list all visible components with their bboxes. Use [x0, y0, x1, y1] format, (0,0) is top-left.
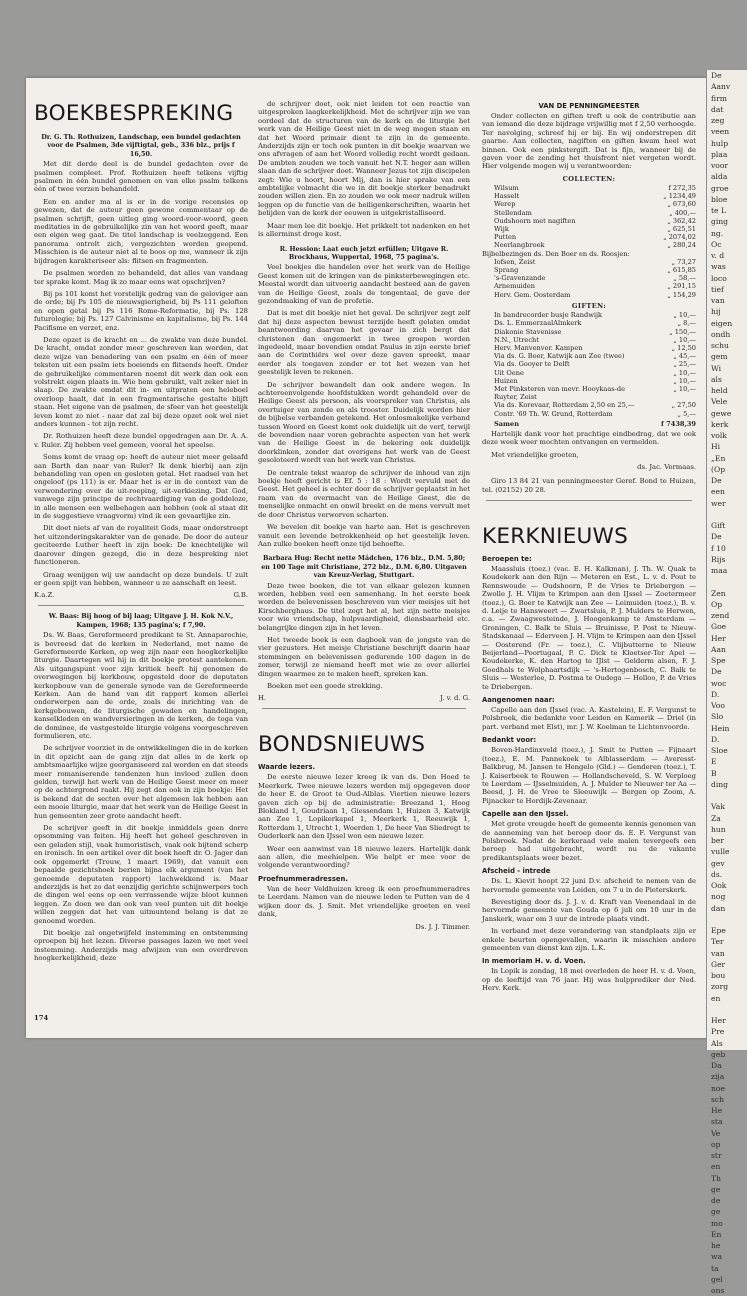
next-page-fragment: Spe: [711, 656, 726, 665]
next-page-fragment: gem: [711, 352, 728, 362]
next-page-fragment: ta: [711, 1263, 719, 1273]
next-page-fragment: „En: [711, 453, 726, 463]
next-page-fragment: Rijs: [711, 554, 726, 564]
spacer: [258, 78, 470, 100]
kerknieuws-subheading: Aangenomen naar:: [482, 696, 555, 705]
bondsnieuws-paragraph: Weer een aanwinst van 18 nieuwe lezers. Hartelijk dank aan allen, die meehielpen. Wie helpt er mee voor de volgende verantwoording?: [258, 844, 470, 870]
next-page-fragment: van: [711, 948, 725, 958]
next-page-fragment: wa: [711, 1252, 723, 1262]
next-page-fragment: Pre: [711, 1027, 725, 1037]
next-page-fragment: van: [711, 296, 725, 305]
total-row: Samen f 7438,39: [494, 419, 696, 428]
table-row: Neerlangbroek „ 280,24: [494, 241, 696, 250]
kerknieuws-subheading: Capelle aan den IJssel.: [482, 810, 569, 819]
next-page-fragment: Als: [711, 1038, 723, 1048]
giften-label: GIFTEN:: [571, 301, 607, 310]
next-page-fragment: [707, 509, 747, 520]
table-row: Hasselt „ 1234,49: [494, 192, 696, 201]
review-paragraph: Dr. Rothuizen heeft deze bundel opgedragen aan Dr. A. A. v. Ruler. Zij hebben veel gemeen, vooral het speelse.: [34, 432, 248, 449]
review-paragraph: De schrijver geeft in dit boekje inmiddels geen dorre opsomming van feiten. Hij heeft het geheel geschreven in een geladen stijl, vaak humoristisch, vaak ook bijtend scherp en ironisch. In een artikel over dit boek heeft dr. O. Jager dan ook opgemerkt (Trouw, 1 maart 1969), dat vanuit een bepaalde gezichtshoek berien bijna elk argument (van het genoemde deputaten rapport) lachwekkend is. Maar anderzijds is het zo dat eenzijdig gerichte schijnwerpers toch de dingen wel eens op een verrassende wijze bloot kunnen leggen. Zo doen we dan ook van veel punten uit dit boekje willen zeggen dat het van uitmuntend belang is dat ze genoemd worden.: [34, 824, 248, 925]
next-page-fragment: plaa: [711, 149, 728, 159]
next-page-fragment: zeg: [711, 116, 725, 125]
next-page-fragment: woc: [711, 678, 727, 688]
next-page-fragment: dan: [711, 903, 726, 913]
review-paragraph: de schrijver doet, ook niet leiden tot een reactie van uitgesproken laagkerkelijkheid. Met de schrijver zijn we van oordeel dat de structuren van de kerk en de liturgie het werk van de Heilige Geest niet in de weg mogen staan en dat het Woord primair dient te zijn in de gemeente. Anderzijds zijn er toch ook punten in dit boekje waarvan we ons afvragen of aan het Woord volledig recht wordt gedaan. De ambten zouden we toch vanuit het N.T. hoger aan willen slaan dan de schrijver doet. Wanneer Jezus tot zijn discipelen zegt: Wie u hoort, hoort Mij, dan is hier sprake van een ambtelijke volmacht die we in dit boekje sterker benadrukt zouden willen zien. En zo zouden we ook meer nadruk willen leggen op de functie van de heiligenkerschriften, waarin het belijden van de kerk der eeuwen is uitgekristalliseerd.: [258, 100, 470, 218]
next-page-fragment: de: [711, 1196, 721, 1205]
review-paragraph: Veel boekjes die handelen over het werk van de Heilige Geest komen uit de kringen van de pinksterbewegingen etc. Meestal wordt dan uitvoerig aandacht besteed aan de gaven van de Heilige Geest, zoals de tongentaal, de gave der gezondmaking of van de profetie.: [258, 263, 470, 305]
penningmeester-paragraph: Met vriendelijke groeten,: [491, 450, 579, 459]
next-page-fragment: zija: [711, 1072, 725, 1082]
signature-left: K.a.Z.: [34, 591, 55, 600]
next-page-fragment: [707, 790, 747, 801]
collecten-label: COLLECTEN:: [562, 174, 616, 183]
table-row: Sprang „ 615,85: [494, 266, 696, 275]
signature-right: J. v. d. G.: [440, 694, 470, 703]
next-page-fragment: [707, 1004, 747, 1015]
bondsnieuws-subheading: Waarde lezers.: [258, 763, 316, 772]
table-row: Via ds. Korevaar, Rotterdam 2,50 en 25,— „ 27,50: [494, 401, 696, 410]
table-row: Wijk „ 625,51: [494, 225, 696, 234]
next-page-fragment: Wi: [711, 363, 722, 373]
review-paragraph: Deze opzet is de kracht en ... de zwakte van deze bundel. De kracht, omdat zonder meer geschreven kan worden, dat deze wijze van benadering van een psalm en één of meer teksten uit een psalm iets boeiends en flitsends heeft. Onder de gebruikelijke commentaren noemt dit werk dan ook een volstrekt eigen plaats in. Wie hem gebruikt, valt zeker niet in slaap. De zwakte omdat dit in- en uitpraten een heleboel overloop haalt, dat in een fragmentarische gestalte blijft staan. Het eigene van de psalmen, de sfeer van het geestelijk leven komt zo niet - naar dat zal bij deze opzet ook wel niet anders kunnen - tot zijn recht.: [34, 335, 248, 428]
review-paragraph: Dat is met dit boekje niet het geval. De schrijver zegt zelf dat hij deze aspecten bewust terzijde heeft gelaten omdat beantwoording daarvan het gevaar in zich bergt dat christenen dan ongemerkt in twee groepen worden ingedeeld, maar bovendien omdat Paulus in zijn eerste brief aan de Corinthiërs wel over deze gaven spreekt, maar eerder als toegaven zonder er tot het wezen van het geestelijk leven te rekenen.: [258, 309, 470, 377]
next-page-fragment: tief: [711, 284, 724, 294]
next-page-fragment: Ger: [711, 959, 726, 969]
next-page-fragment: schu: [711, 341, 729, 350]
spacer: [482, 78, 696, 97]
table-row: Via ds. G. Boer, Katwijk aan Zee (twee) „ 45,—: [494, 352, 696, 361]
next-page-fragment: str: [711, 1151, 722, 1160]
next-page-fragment: Her: [711, 1016, 726, 1025]
giro-line: Giro 13 84 21 van penningmeester Geref. Bond te Huizen, tel. (02152) 20 28.: [482, 477, 696, 494]
next-page-fragment: gewe: [711, 408, 732, 418]
kerknieuws-subheading: In memoriam H. v. d. Voen.: [482, 957, 586, 966]
page-number: 174: [34, 1014, 49, 1022]
next-page-fragment: sta: [711, 1117, 723, 1127]
signature-left: H.: [258, 694, 267, 703]
next-page-fragment: [707, 576, 747, 587]
table-row: 's-Gravenzande „ 58,—: [494, 274, 696, 283]
next-page-fragment: gev: [711, 858, 725, 868]
kerknieuws-paragraph: Met grote vreugde heeft de gemeente kennis genomen van de aanneming van het beroep door ds. E. F. Vergunst van Polsbroek. Nadat de kerkeraad vele malen tevergeefs een beroep had uitgebracht, wordt nu de vakante predikantsplaats weer bezet.: [482, 820, 696, 862]
next-page-fragment: Gift: [711, 521, 726, 530]
review-paragraph: Graag wenijgen wij uw aandacht op deze bundels. U zult er geen spijt van hebben, wanneer u ze aanschaft en leest.: [34, 570, 248, 587]
next-page-fragment: (Op: [711, 464, 726, 474]
next-page-fragment: alda: [711, 172, 728, 182]
kerknieuws-paragraph: Boven-Hardinxveld (toez.), J. Smit te Putten — Fijnaart (toez.), E. M. Pannekoek te Alblasserdam — Averesst-Balkbrug, M. Jansen te Hengelo (Gld.) — Genderen (toez.), T. J. Kaiserbeek te Rouwen — Hollandscheveld, S. W. Verploeg te Loerdam — IJsselmuiden, A. J. Mulder te Nieuwer ter Aa — Beesd, J. H. de Vree te Sleeuwijk — Bergen op Zoom, A. Pijnacker te Hordijk-Zevenaar.: [482, 746, 696, 805]
book-review-column-2: [258, 78, 470, 937]
next-page-fragment: mo: [711, 1218, 723, 1228]
table-row: Iofsen, Zeist „ 73,27: [494, 257, 696, 266]
review-paragraph: De schrijver bewandelt dan ook andere wegen. In achtereenvolgende hoofdstukken wordt gehandeld over de Heilige Geest als persoon, als voorspreker van Christus, als overtuiger van zonde en als trooster. Duidelijk worden hier de bijbelse verbanden getekend. Het onlosmakelijke verband tussen Woord en Geest komt ook duidelijk uit de verf, terwijl de bovendien naar voren gebrachte aspecten van het werk van de Heilige Geest in de bekering ook duidelijk doorklinken, zonder dat overigens het werk van de Geest gesoloteerd wordt van het werk van Christus.: [258, 380, 470, 465]
table-row: Uit Oene „ 10,—: [494, 368, 696, 377]
next-page-fragment: Vak: [711, 802, 725, 812]
adjacent-page-edge: [706, 70, 747, 1295]
divider: [262, 708, 466, 709]
kerknieuws-paragraph: Ds. L. Kievit hoopt 22 juni D.v. afscheid te nemen van de hervormde gemeente van Leiden, om 7 u in de Pieterskerk.: [482, 877, 696, 894]
next-page-fragment: sch: [711, 1094, 725, 1104]
next-page-fragment: Zen: [711, 588, 726, 598]
next-page-fragment: Goe: [711, 622, 727, 632]
next-page-fragment: noe: [711, 1083, 725, 1093]
kerknieuws-subheading: Afscheid - intrede: [482, 867, 551, 876]
next-page-fragment: groe: [711, 183, 729, 193]
review-paragraph: De psalmen worden zo behandeld, dat alles van vandaag ter sprake komt. Mag ik zo maar eens wat opschrijven?: [34, 269, 248, 286]
next-page-fragment: he: [711, 1241, 721, 1250]
bondsnieuws-heading: BONDSNIEUWS: [258, 732, 426, 758]
table-row: N.N., Utrecht „ 10,—: [494, 335, 696, 344]
next-page-fragment: wer: [711, 498, 726, 508]
review-paragraph: Bij ps 101 komt het vorstelijk gedrag van de geloviger aan de orde; bij Ps 105 de nieuwsgierigheid, bij Ps 111 geloften en open getal bij Ps 116 Rome-Reformatie, bij Ps. 128 futurologie; bij Ps. 127 Calvinisme en kapitalisme, bij Ps. 144 Pacifisme en verzet, enz.: [34, 289, 248, 332]
next-page-fragment: Her: [711, 633, 726, 643]
next-page-fragment: hij: [711, 307, 721, 317]
next-page-fragment: en: [711, 1162, 721, 1172]
next-page-fragment: ge: [711, 1207, 721, 1217]
review-paragraph: Een en ander ma al is er in de vorige recensies op gewezen, dat de auteur geen gewone commentaar op de psalmen schrijft, geen uitleg ging woord-voor-woord, geen meditaties in de gebruikelijke zin van het woord geeft, maar een eigen weg gaat. De titel landschap is veelzeggend. Een panorama ontrolt zich, vergezichten worden geopend. Misschien is de auteur niet al te boos op me, wanneer ik zijn bijdragen karakteriseer als: flitsen en fragmenten.: [34, 197, 248, 265]
collecten-table: [482, 175, 696, 428]
next-page-fragment: De: [711, 476, 722, 485]
next-page-fragment: Ve: [711, 1128, 721, 1138]
next-page-fragment: [707, 914, 747, 925]
next-page-fragment: loco: [711, 273, 727, 283]
next-page-fragment: hun: [711, 824, 726, 834]
next-page-fragment: veen: [711, 127, 730, 137]
next-page-fragment: He: [711, 1106, 723, 1115]
next-page-fragment: ber: [711, 836, 724, 845]
table-row: Oudshoorn met nagiften „ 362,42: [494, 216, 696, 225]
next-page-fragment: als: [711, 374, 722, 384]
review-signature: [34, 591, 248, 599]
next-page-fragment: was: [711, 262, 726, 272]
review-paragraph: Deze twee boeken, die tot van elkaar gelezen kunnen worden, hebben veel een samenhang. In het eerste boek worden de belevenissen beschreven van vier meisjes uit het Kirschberghaus. De titel zegt het al, het zijn nette meisjes voor wie vriendschap, hulpvaardigheid, diensbaarheid etc. belangrijke dingen zijn in het leven.: [258, 581, 470, 632]
next-page-fragment: v. d: [711, 251, 725, 260]
signature-right: G.B.: [233, 591, 248, 600]
review-paragraph: We bevelen dit boekje van harte aan. Het is geschreven vanuit een levende betrokkenheid op het geestelijk leven. Aan zulke boeken heeft onze tijd behoefte.: [258, 523, 470, 548]
next-page-fragment: hulp: [711, 138, 729, 148]
next-page-fragment: Hi: [711, 442, 721, 452]
kerknieuws-paragraph: Capelle aan den IJssel (vac. A. Kastelein), E. F. Vergunst te Polsbroek, die bedankte voor Leiden en Kamerik — Driel (in part. verband met Elst), mr. J. W. Koelman te Lichtenvoorde.: [482, 706, 696, 731]
next-page-fragment: En: [711, 1229, 722, 1239]
table-row: Herv. Gem. Oosterdam „ 154,29: [494, 290, 696, 299]
next-page-fragment: ds.: [711, 869, 723, 879]
next-page-fragment: ondh: [711, 329, 731, 339]
next-page-fragment: Epe: [711, 926, 726, 935]
next-page-fragment: D.: [711, 734, 720, 744]
next-page-fragment: De: [711, 71, 722, 80]
kerknieuws-heading: KERKNIEUWS: [482, 523, 628, 549]
next-page-fragment: ons: [711, 1286, 725, 1295]
review-paragraph: Met dit derde deel is de bundel gedachten over de psalmen compleet. Prof. Rothuizen heeft telkens vijftig psalmen in één bundel genomen en van elke psalm telkens één of twee verzen behandeld.: [34, 160, 248, 194]
next-page-fragment: Aan: [711, 644, 726, 654]
next-page-fragment: ge: [711, 1184, 721, 1194]
next-page-fragment: D.: [711, 689, 720, 699]
next-page-fragment: Oc: [711, 239, 722, 249]
next-page-fragment: een: [711, 487, 725, 497]
next-page-fragment: eigen: [711, 318, 733, 328]
review-paragraph: Het tweede boek is een dagboek van de jongste van de vier gezusters. Het meisje Christiane beschrijft daarin haar stemmingen en belevenissen gedurende 100 dagen in de zomer, terwijl ze niemand heeft met wie ze over allerlei dingen waarmee ze te maken heeft, spreken kan.: [258, 635, 470, 678]
review-paragraph: Ds. W. Baas, Gereformeerd predikant te St. Annaparochie, is bevreesd dat de kerken in Nederland, met name de Gereformeerde Kerken, op weg zijn naar een hoogkerkelijke liturgie. Daartegen wil hij in dit boekje protest aantekenen. Als uitgangspunt voor zijn kritiek heeft hij genomen de overwegingen bij kerkbouw, opgesteld door de deputaten kerkopbouw van de generale synode van de Gereformeerde Kerken. Aan de hand van dit rapport komen allerlei onderwerpen aan de orde, zoals de inrichting van de kerkgebouwen, de liturgische gewaden en handelingen, kanselkleden en wandversieringen in de kerken, de toga van de dominee, de vastgestelde liturgie volgens voorgeschreven formulieren, etc.: [34, 631, 248, 740]
next-page-fragment: f 10: [711, 543, 726, 553]
table-row: Diakonie Stavenisse „ 150,—: [494, 327, 696, 336]
table-row: Putten „ 2074,02: [494, 233, 696, 242]
kerknieuws-paragraph: In Lopik is zondag, 18 mei overleden de heer H. v. d. Voen, op de leeftijd van 76 jaar. Hij was hulpprediker der Ned. Herv. Kerk.: [482, 967, 696, 993]
table-row: Huizen „ 10,—: [494, 376, 696, 385]
review-signature: [258, 694, 470, 702]
next-page-fragment: held: [711, 386, 728, 395]
table-row: Via ds. Gooyer te Delft „ 25,—: [494, 360, 696, 369]
divider: [38, 605, 244, 606]
next-page-fragment: bloe: [711, 194, 728, 204]
review-paragraph: Boeken met een goede strekking.: [267, 682, 383, 690]
next-page-fragment: op: [711, 1139, 721, 1149]
next-page-fragment: volk: [711, 431, 727, 440]
book-review-column: [34, 78, 248, 967]
next-page-fragment: ging: [711, 217, 729, 227]
table-row: Wilsum f 272,35: [494, 184, 696, 193]
bondsnieuws-subheading: Proefnummeradressen.: [258, 874, 348, 883]
next-page-fragment: firm: [711, 93, 727, 103]
next-page-fragment: zorg: [711, 982, 729, 992]
newspaper-page: [26, 78, 722, 1038]
kerknieuws-paragraph: Bevestiging door ds. J. J. v. d. Kraft van Veenendaal in de hervormde gemeente van Gouda op 6 juli om 10 uur in de Janskerk, waar om 3 uur de intrede plaats vindt.: [482, 897, 696, 923]
next-page-fragment: B: [711, 768, 717, 778]
review-title: W. Baas: Bij hoog of bij laag; Uitgave J. H. Kok N.V., Kampen, 1968; 135 pagina's; f 7,90.: [48, 612, 234, 629]
table-row: Werep „ 673,60: [494, 200, 696, 209]
table-row: Arnemuiden „ 291,15: [494, 282, 696, 291]
review-paragraph: Soms komt de vraag op: heeft de auteur niet meer gelaafd aan Barth dan naar van Ruler? Ik denk hierbij aan zijn behandeling van open en gesloten getal. Het raadsel van het ongeloof (ps 111) is er. Maar het is er in de context van de verwondering over de uit-roeping, uit-verkiezing. Dat God, vanwege zijn principe de rechtvaardiging van de goddeloze, in alle mensen een welbehagen aan hebben (ook al staat dit in de suggestieve vraagvorm) vind ik een gevaarlijke zin.: [34, 453, 248, 521]
table-row: Met Pinksteren van mevr. Hooykaas-de Ruyter, Zeist „ 10,—: [494, 384, 696, 402]
next-page-fragment: Op: [711, 599, 723, 609]
next-page-fragment: dat: [711, 104, 724, 114]
bondsnieuws-paragraph: De eerste nieuwe lezer kreeg ik van ds. Den Hoed te Meerkerk. Twee nieuwe lezers werden mij opgegeven door de heer E. de Groot te Oud-Alblas. Viertien nieuwe lezers gaven zich op bij de administratie: Breezand 1, Hoog Blokland 1, Goudriaan 1, Giessendam 1, Huizen 3, Katwijk aan Zee 1, Lopikerkapel 1, Meerkerk 1, Reeuwijk 1, Rotterdam 1, Utrecht 1, Woerden 1, De heer Van Sliedregt te Ouderkerk aan den IJssel won een nieuwe lezer.: [258, 773, 470, 841]
next-page-fragment: Ter: [711, 937, 724, 947]
boekbespreking-heading: BOEKBESPREKING: [34, 101, 234, 126]
review-title: Barbara Hug: Recht nette Mädchen, 176 blz., D.M. 5,80; en 100 Tage mit Christiane, 272 blz., D.M. 6,80. Uitgaven van Kreuz-Verlag, Stuttgart.: [261, 554, 467, 580]
kerknieuws-subheading: Beroepen te:: [482, 554, 532, 563]
review-paragraph: Dit boekje zal ongetwijfeld instemming en ontstemming oproepen bij het lezen. Diverse passages lazen we met veel instemming. Anderzijds mag afwijzen van een overdreven hoogkerkelijkheid, deze: [34, 928, 248, 963]
next-page-fragment: te L: [711, 206, 727, 215]
bondsnieuws-signature: Ds. J. J. Timmer.: [415, 922, 470, 931]
next-page-fragment: ding: [711, 779, 729, 789]
next-page-fragment: vulle: [711, 847, 730, 857]
next-page-fragment: E: [711, 757, 717, 767]
next-page-fragment: voor: [711, 161, 729, 170]
next-page-fragment: zend: [711, 611, 730, 620]
next-page-fragment: Ook: [711, 881, 727, 890]
kerknieuws-paragraph: In verband met deze verandering van standplaats zijn er enkele beurten opengevallen, waarin ik misschien andere gemeenten van dienst kan zijn. L.K.: [482, 927, 696, 952]
next-page-fragment: maa: [711, 566, 728, 575]
kerknieuws-subheading: Bedankt voor:: [482, 736, 537, 745]
penningmeester-heading: VAN DE PENNINGMEESTER: [538, 102, 640, 110]
review-paragraph: De schrijver voorziet in de ontwikkelingen die in de kerken in dit opzicht aan de gang zijn dat alles in de kerk op ambtsmaarlijke wijze georganiseerd zal worden en dat steeds meer romaniserende tendenzen hun invloed zullen doen gelden, terwijl het werk van de Heilige Geest meer en meer op de achtergrond raakt. Hij zegt dan ook in zijn boekje: Het is bekend dat de secten over het algemeen lak hebben aan een mooie liturgie, maar dat het werk van de Heilige Geest in hun gemeenten zeer grote aandacht heeft.: [34, 744, 248, 820]
review-paragraph: Maar men lee dit boekje. Het prikkelt tot nadenken en het is allerminst droge kost.: [258, 221, 470, 239]
next-page-fragment: bou: [711, 971, 726, 980]
review-title: R. Hession: Laat euch jetzt erfüllen; Uitgave R. Brockhaus, Wuppertal, 1968, 75 pagina's.: [279, 244, 449, 261]
next-page-fragment: Th: [711, 1173, 721, 1183]
review-title: Dr. G. Th. Rothuizen, Landschap, een bundel gedachten voor de Psalmen, 3de vijftigtal, geb., 336 blz., prijs f 16,50.: [41, 133, 241, 158]
next-page-fragment: geb: [711, 1049, 726, 1059]
next-page-fragment: Slo: [711, 712, 724, 722]
review-paragraph: De centrale tekst waarop de schrijver de inhoud van zijn boekje heeft gericht is Ef. 5 : 18 : Wordt vervuld met de Geest. Het geheel is echter door de schrijver geplaatst in het raam van de overmacht van de Heilige Geest, die de menselijke onmacht en onwil breekt en de mens vervult met de door Christus verworven scharten.: [258, 468, 470, 519]
next-page-fragment: gel: [711, 1274, 723, 1284]
news-column: [482, 78, 696, 997]
next-page-fragment: Za: [711, 813, 721, 823]
table-row: Herv. Manvenver. Kampen „ 12,50: [494, 343, 696, 352]
next-page-fragment: De: [711, 667, 722, 677]
next-page-fragment: ng.: [711, 228, 724, 238]
penningmeester-paragraph: Hartelijk dank voor het prachtige eindbedrag, dat we ook deze week weer mochten ontvangen en vermelden.: [482, 429, 696, 447]
next-page-fragment: Sloe: [711, 746, 728, 755]
penningmeester-intro: Onder collecten en giften treft u ook de contributie aan van iemand die deze bijdrage vrijwillig met f 2,50 verhoogde. Ter navolging, schreef hij er bij. En wij onderstrepen dit gaarne. Aan collecten, nagiften en giften kwam heel wat binnen. Ook een pinkstergift. Dat is fijn, wanneer bij de gaven voor de zending het thuisfront niet vergeten wordt. Hier volgende mogen wij u verantwoorden:: [482, 112, 696, 171]
next-page-fragment: nog: [711, 892, 726, 902]
table-row: Ds. L. EmmerzaalAlmkerk „ 8,—: [494, 319, 696, 328]
next-page-fragment: Aanv: [711, 82, 731, 92]
next-page-fragment: De: [711, 532, 722, 542]
next-page-fragment: Da: [711, 1061, 722, 1070]
next-page-fragment: en: [711, 993, 721, 1003]
review-paragraph: Dit doet niets af van de royaliteit Gods, maar onderstreept het uitzonderingskarakter van de genade. De door de auteur geciteerde Luther heeft in zijn boek: De knechtelijke wil daarover dingen gezegd, die in deze bespreking niet functioneren.: [34, 524, 248, 567]
table-row: Contr. '69 Th. W. Grund, Rotterdam „ 5,—: [494, 409, 696, 418]
next-page-fragment: Voo: [711, 701, 725, 710]
bijbel-label: Bijbelbezingen ds. Den Boer en ds. Roosjen:: [482, 249, 630, 258]
next-page-fragment: Vele: [711, 397, 728, 407]
penningmeester-signature: ds. Jac. Vermaas.: [637, 463, 696, 472]
divider: [486, 500, 692, 501]
table-row: Stellendam „ 400,—: [494, 208, 696, 217]
bondsnieuws-paragraph: Van de heer Veldhuizen kreeg ik een proefnummeradres te Leerdam. Namen van de nieuwe leden te Putten van de 4 wijken door ds. J. Smit. Met vriendelijke groeten en veel dank,: [258, 884, 470, 919]
kerknieuws-paragraph: Maassluis (toez.) (vac. E. H. Kalkman), J. Th. W. Quak te Koudekerk aan den Rijn — Meteren en Est., L. v. d. Pout te Rennswoude — Oudshoorn, P. de Vries te Driebergen — Zwolle J. H. Vlijm te Krimpen aan den IJssel — Zoetermeer (toez.), G. Boer te Katwijk aan Zee — Leimuiden (toez.), B. v. d. Leije te Hansweert — Zwartsluis, P. J. Mulders te Herwen, c.a. — Zwaagwesteinde, J. Hoogenkamp te Amsterdam — Groningen, C. Balk te Sluis — Bruinisse, P. Post te Nieuw-Stadskanaal — Ederveen J. H. Vlijm te Krimpen aan den IJssel — Oosterend (Fr. — toez.), C. Vlijbutterne te Nieuw Beijerland—Poortugaal, P. C. Dick te Kloetser-Ter Apel — Koudekerke, K. den Hartog te IJlst — Gelderm alsen, F. J. Goedhals te Wolphaartsdijk — 's-Hertogenbosch, C. Balk te Sluis — Westerlee, D. Postma te Oudega — Helloo, P. de Vries te Driebergen.: [482, 564, 696, 691]
next-page-fragment: Hein: [711, 723, 730, 733]
next-page-fragment: kerk: [711, 419, 729, 429]
table-row: In bandrecorder busje Randwijk „ 10,—: [494, 311, 696, 320]
